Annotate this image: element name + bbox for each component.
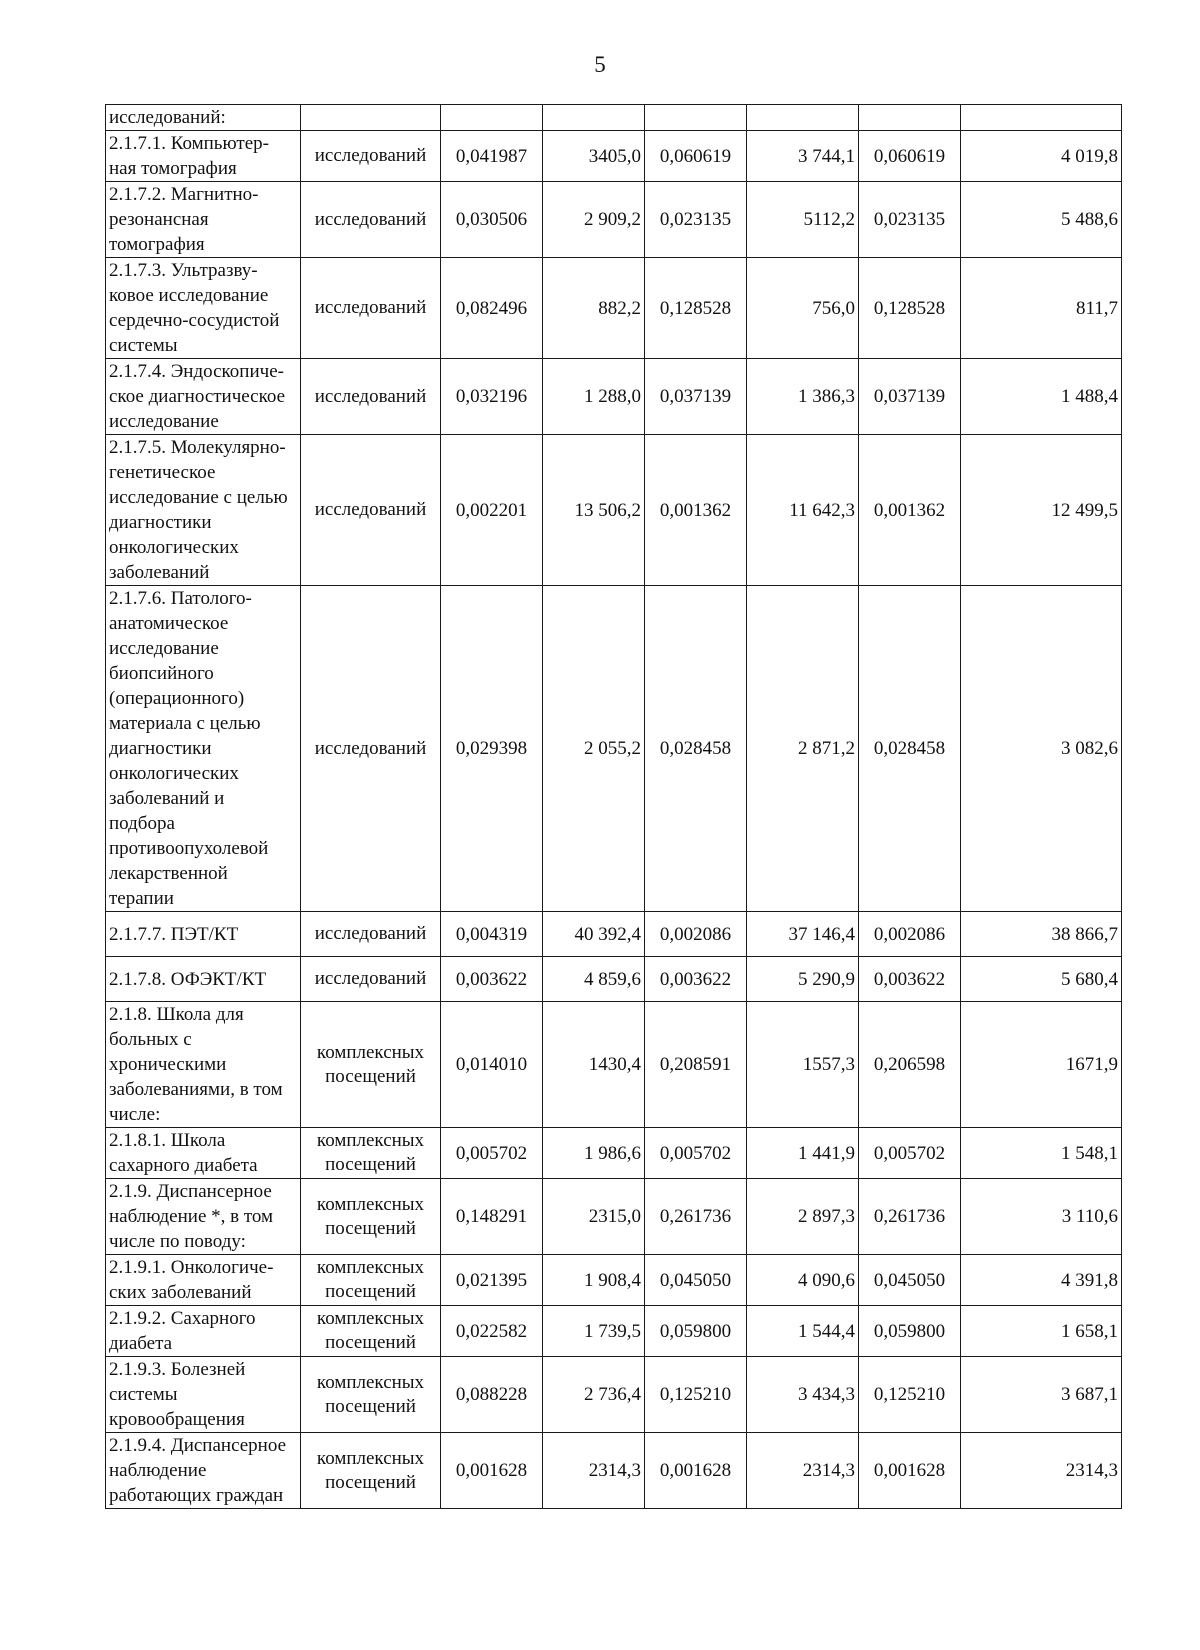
norm-2023-cell: 0,005702 xyxy=(441,1128,543,1179)
unit-cell: комплексных посещений xyxy=(301,1306,441,1357)
cost-2025-cell: 4 391,8 xyxy=(961,1255,1122,1306)
unit-cell: комплексных посещений xyxy=(301,1357,441,1433)
norm-2024-cell: 0,125210 xyxy=(645,1357,747,1433)
row-name: 2.1.7.2. Магнитно- резонансная томография xyxy=(106,182,301,258)
norm-2023-cell: 0,082496 xyxy=(441,258,543,359)
unit-cell: исследований xyxy=(301,957,441,1002)
table-row xyxy=(106,1306,1122,1357)
cost-2024-cell: 5112,2 xyxy=(747,182,859,258)
norm-2023-cell: 0,004319 xyxy=(441,912,543,957)
norm-2023-cell: 0,148291 xyxy=(441,1179,543,1255)
norm-2025-cell: 0,206598 xyxy=(859,1002,961,1128)
norm-2025-cell: 0,001628 xyxy=(859,1433,961,1509)
cost-2025-cell: 12 499,5 xyxy=(961,435,1122,586)
unit-cell: комплексных посещений xyxy=(301,1433,441,1509)
cost-2023-cell: 882,2 xyxy=(543,258,645,359)
cost-2024-cell: 1 544,4 xyxy=(747,1306,859,1357)
cost-2023-cell: 4 859,6 xyxy=(543,957,645,1002)
unit-cell: комплексных посещений xyxy=(301,1128,441,1179)
unit-cell: исследований xyxy=(301,258,441,359)
unit-cell: исследований xyxy=(301,435,441,586)
row-name: 2.1.9. Диспансерное наблюдение *, в том числе по поводу: xyxy=(106,1179,301,1255)
row-name: 2.1.7.4. Эндоскопиче- ское диагностическое исследование xyxy=(106,359,301,435)
unit-cell: исследований xyxy=(301,182,441,258)
norm-2023-cell: 0,003622 xyxy=(441,957,543,1002)
norm-2023-cell: 0,014010 xyxy=(441,1002,543,1128)
tariff-table xyxy=(105,104,1122,1509)
cost-2024-cell xyxy=(747,105,859,131)
cost-2024-cell: 3 434,3 xyxy=(747,1357,859,1433)
table-row xyxy=(106,1433,1122,1509)
row-name: 2.1.7.1. Компьютер- ная томография xyxy=(106,131,301,182)
unit-cell: исследований xyxy=(301,131,441,182)
norm-2024-cell: 0,059800 xyxy=(645,1306,747,1357)
cost-2024-cell: 756,0 xyxy=(747,258,859,359)
norm-2023-cell: 0,029398 xyxy=(441,586,543,912)
cost-2025-cell xyxy=(961,105,1122,131)
norm-2025-cell: 0,125210 xyxy=(859,1357,961,1433)
norm-2025-cell: 0,037139 xyxy=(859,359,961,435)
norm-2025-cell: 0,261736 xyxy=(859,1179,961,1255)
cost-2023-cell: 13 506,2 xyxy=(543,435,645,586)
norm-2023-cell: 0,032196 xyxy=(441,359,543,435)
norm-2024-cell: 0,003622 xyxy=(645,957,747,1002)
norm-2025-cell: 0,128528 xyxy=(859,258,961,359)
cost-2024-cell: 3 744,1 xyxy=(747,131,859,182)
norm-2023-cell: 0,021395 xyxy=(441,1255,543,1306)
norm-2025-cell: 0,001362 xyxy=(859,435,961,586)
norm-2024-cell: 0,023135 xyxy=(645,182,747,258)
unit-cell: исследований xyxy=(301,359,441,435)
table-row xyxy=(106,359,1122,435)
cost-2023-cell: 2 909,2 xyxy=(543,182,645,258)
norm-2023-cell: 0,002201 xyxy=(441,435,543,586)
cost-2025-cell: 1671,9 xyxy=(961,1002,1122,1128)
row-name: 2.1.9.1. Онкологиче- ских заболеваний xyxy=(106,1255,301,1306)
norm-2025-cell: 0,060619 xyxy=(859,131,961,182)
cost-2024-cell: 4 090,6 xyxy=(747,1255,859,1306)
table-row xyxy=(106,586,1122,912)
cost-2023-cell: 40 392,4 xyxy=(543,912,645,957)
cost-2023-cell: 2314,3 xyxy=(543,1433,645,1509)
norm-2025-cell: 0,005702 xyxy=(859,1128,961,1179)
norm-2025-cell: 0,003622 xyxy=(859,957,961,1002)
cost-2025-cell: 1 488,4 xyxy=(961,359,1122,435)
page-number: 5 xyxy=(594,52,606,77)
norm-2024-cell: 0,045050 xyxy=(645,1255,747,1306)
row-name: исследований: xyxy=(106,105,301,131)
norm-2025-cell xyxy=(859,105,961,131)
cost-2023-cell: 1 986,6 xyxy=(543,1128,645,1179)
cost-2024-cell: 2314,3 xyxy=(747,1433,859,1509)
cost-2025-cell: 5 488,6 xyxy=(961,182,1122,258)
cost-2023-cell: 2315,0 xyxy=(543,1179,645,1255)
norm-2023-cell: 0,030506 xyxy=(441,182,543,258)
norm-2024-cell: 0,060619 xyxy=(645,131,747,182)
norm-2024-cell: 0,001362 xyxy=(645,435,747,586)
table-row xyxy=(106,957,1122,1002)
cost-2025-cell: 1 548,1 xyxy=(961,1128,1122,1179)
cost-2025-cell: 3 110,6 xyxy=(961,1179,1122,1255)
norm-2025-cell: 0,028458 xyxy=(859,586,961,912)
unit-cell: исследований xyxy=(301,912,441,957)
norm-2024-cell xyxy=(645,105,747,131)
cost-2023-cell xyxy=(543,105,645,131)
table-row xyxy=(106,1357,1122,1433)
row-name: 2.1.7.5. Молекулярно- генетическое исследование с целью диагностики онкологических заболеваний xyxy=(106,435,301,586)
cost-2024-cell: 1557,3 xyxy=(747,1002,859,1128)
cost-2023-cell: 2 055,2 xyxy=(543,586,645,912)
row-name: 2.1.9.4. Диспансерное наблюдение работающих граждан xyxy=(106,1433,301,1509)
unit-cell: комплексных посещений xyxy=(301,1179,441,1255)
cost-2024-cell: 37 146,4 xyxy=(747,912,859,957)
unit-cell: комплексных посещений xyxy=(301,1002,441,1128)
norm-2023-cell: 0,001628 xyxy=(441,1433,543,1509)
cost-2025-cell: 5 680,4 xyxy=(961,957,1122,1002)
norm-2024-cell: 0,208591 xyxy=(645,1002,747,1128)
cost-2024-cell: 1 386,3 xyxy=(747,359,859,435)
table-row xyxy=(106,1002,1122,1128)
cost-2023-cell: 1 739,5 xyxy=(543,1306,645,1357)
norm-2023-cell: 0,022582 xyxy=(441,1306,543,1357)
cost-2023-cell: 1430,4 xyxy=(543,1002,645,1128)
row-name: 2.1.7.6. Патолого- анатомическое исследование биопсийного (операционного) материала с целью диагностики онкологических заболеваний и подбора противоопухолевой лекарственной терапии xyxy=(106,586,301,912)
table-row xyxy=(106,1179,1122,1255)
table-row xyxy=(106,435,1122,586)
cost-2024-cell: 2 871,2 xyxy=(747,586,859,912)
cost-2024-cell: 2 897,3 xyxy=(747,1179,859,1255)
row-name: 2.1.9.3. Болезней системы кровообращения xyxy=(106,1357,301,1433)
cost-2025-cell: 3 687,1 xyxy=(961,1357,1122,1433)
norm-2024-cell: 0,028458 xyxy=(645,586,747,912)
norm-2025-cell: 0,059800 xyxy=(859,1306,961,1357)
cost-2025-cell: 3 082,6 xyxy=(961,586,1122,912)
table-row xyxy=(106,131,1122,182)
row-name: 2.1.7.3. Ультразву- ковое исследование сердечно-сосудистой системы xyxy=(106,258,301,359)
table-row xyxy=(106,1128,1122,1179)
cost-2024-cell: 11 642,3 xyxy=(747,435,859,586)
cost-2023-cell: 2 736,4 xyxy=(543,1357,645,1433)
cost-2024-cell: 1 441,9 xyxy=(747,1128,859,1179)
cost-2025-cell: 1 658,1 xyxy=(961,1306,1122,1357)
unit-cell: исследований xyxy=(301,586,441,912)
norm-2025-cell: 0,002086 xyxy=(859,912,961,957)
table-row xyxy=(106,105,1122,131)
cost-2025-cell: 4 019,8 xyxy=(961,131,1122,182)
table-row xyxy=(106,258,1122,359)
cost-2025-cell: 2314,3 xyxy=(961,1433,1122,1509)
norm-2023-cell xyxy=(441,105,543,131)
norm-2024-cell: 0,002086 xyxy=(645,912,747,957)
unit-cell: комплексных посещений xyxy=(301,1255,441,1306)
row-name: 2.1.8.1. Школа сахарного диабета xyxy=(106,1128,301,1179)
cost-2023-cell: 1 908,4 xyxy=(543,1255,645,1306)
row-name: 2.1.7.7. ПЭТ/КТ xyxy=(106,912,301,957)
row-name: 2.1.8. Школа для больных с хроническими заболеваниями, в том числе: xyxy=(106,1002,301,1128)
norm-2024-cell: 0,261736 xyxy=(645,1179,747,1255)
row-name: 2.1.9.2. Сахарного диабета xyxy=(106,1306,301,1357)
norm-2023-cell: 0,088228 xyxy=(441,1357,543,1433)
cost-2025-cell: 811,7 xyxy=(961,258,1122,359)
cost-2023-cell: 3405,0 xyxy=(543,131,645,182)
table-row xyxy=(106,182,1122,258)
norm-2024-cell: 0,005702 xyxy=(645,1128,747,1179)
table-row xyxy=(106,912,1122,957)
norm-2023-cell: 0,041987 xyxy=(441,131,543,182)
norm-2024-cell: 0,128528 xyxy=(645,258,747,359)
norm-2024-cell: 0,001628 xyxy=(645,1433,747,1509)
table-row xyxy=(106,1255,1122,1306)
unit-cell xyxy=(301,105,441,131)
cost-2025-cell: 38 866,7 xyxy=(961,912,1122,957)
row-name: 2.1.7.8. ОФЭКТ/КТ xyxy=(106,957,301,1002)
cost-2024-cell: 5 290,9 xyxy=(747,957,859,1002)
norm-2025-cell: 0,045050 xyxy=(859,1255,961,1306)
norm-2024-cell: 0,037139 xyxy=(645,359,747,435)
norm-2025-cell: 0,023135 xyxy=(859,182,961,258)
cost-2023-cell: 1 288,0 xyxy=(543,359,645,435)
